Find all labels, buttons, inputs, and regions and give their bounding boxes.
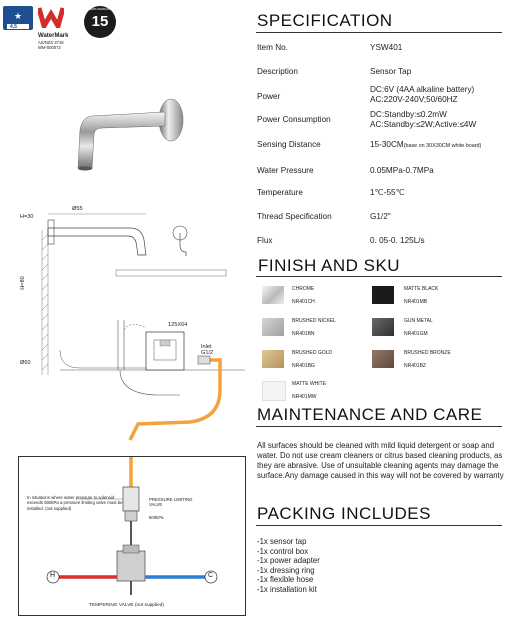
inlet-label: Inlet xyxy=(201,344,212,350)
finish-code-brushed-nickel: NR401BN xyxy=(292,331,315,337)
finish-name-matte-black: MATTE BLACK xyxy=(404,286,439,292)
finish-name-gun-metal: GUN METAL xyxy=(404,318,433,324)
tempering-label xyxy=(89,603,164,608)
packing-item: -1x sensor tap xyxy=(257,537,307,546)
warranty-ring-text: YEARS WARRANTY xyxy=(87,8,113,11)
spec-label-item: Item No. xyxy=(257,43,288,52)
swatch-brushed-gold xyxy=(262,350,284,368)
spec-value-power: DC:6V (4AA alkaline battery) xyxy=(370,85,475,94)
valve-rating: 500kPa xyxy=(149,515,164,520)
tempering-note: (not supplied) xyxy=(134,603,165,608)
packing-heading: PACKING INCLUDES xyxy=(257,504,431,523)
finish-name-matte-white: MATTE WHITE xyxy=(292,381,327,387)
spec-label-sensing: Sensing Distance xyxy=(257,140,321,149)
finish-code-brushed-bronze: NR401BZ xyxy=(404,363,426,369)
spec-value-power-ac: AC:220V-240V;50/60HZ xyxy=(370,95,458,104)
warranty-badge xyxy=(84,6,116,38)
spec-value-flux: 0. 05-0. 125L/s xyxy=(370,236,425,245)
spec-value-sensing xyxy=(370,140,481,151)
swatch-matte-white xyxy=(262,381,286,401)
svg-text:★: ★ xyxy=(13,11,23,21)
maintenance-rule xyxy=(256,426,502,427)
installation-diagram xyxy=(20,200,250,450)
maintenance-heading: MAINTENANCE AND CARE xyxy=(257,405,483,424)
hot-label: H xyxy=(50,572,56,579)
tempering-title: TEMPERING VALVE xyxy=(89,603,134,608)
spec-value-consumption: DC:Standby:≤0.2mW xyxy=(370,110,447,119)
finish-code-gun-metal: NR401GM xyxy=(404,331,428,337)
watermark-label: WaterMark xyxy=(38,33,69,39)
watermark-certification xyxy=(38,6,82,50)
watermark-standard: AS/NZS 3718 xyxy=(38,40,64,45)
warranty-number: 15 xyxy=(91,13,109,30)
spec-label-power: Power xyxy=(257,92,281,101)
spec-label-consumption: Power Consumption xyxy=(257,115,331,124)
finish-code-matte-white: NR401MW xyxy=(292,394,317,400)
installation-drawing xyxy=(20,200,250,450)
spec-label-temperature: Temperature xyxy=(257,188,303,197)
finish-code-matte-black: NR401MB xyxy=(404,299,428,305)
maintenance-text: All surfaces should be cleaned with mild liquid detergent or soap and water. Do not use cream cleaners or citrus based cleaning products, as they are abrasive. Use of unsuitable cleaning agents may damage the surface.Any damage caused in this way will not be covered by warranty xyxy=(257,441,504,480)
specification-rule xyxy=(256,32,502,33)
packing-item: -1x dressing ring xyxy=(257,565,315,575)
watermark-licence: WM-000072 xyxy=(38,45,61,50)
spec-value-temperature: 1℃-55℃ xyxy=(370,188,405,197)
spec-value-pressure: 0.05MPa-0.7MPa xyxy=(370,166,434,175)
dim-h: H=30 xyxy=(20,214,34,220)
spec-label-flux: Flux xyxy=(257,236,273,245)
finish-name-brushed-bronze: BRUSHED BRONZE xyxy=(404,350,451,356)
finish-name-brushed-nickel: BRUSHED NICKEL xyxy=(292,318,336,324)
finish-rule xyxy=(256,276,502,277)
finish-name-chrome: CHROME xyxy=(292,286,315,292)
valve-label: PRESSURE LIMITING VALVE xyxy=(149,497,193,508)
specification-heading: SPECIFICATION xyxy=(257,11,393,30)
box-label: 125X64 xyxy=(168,322,188,328)
packing-rule xyxy=(256,525,502,526)
finish-code-chrome: NR401CH xyxy=(292,299,315,305)
dim-top: Ø55 xyxy=(72,206,83,212)
dim-v: H=80 xyxy=(19,276,26,290)
spec-value-thread: G1/2" xyxy=(370,212,391,221)
swatch-brushed-nickel xyxy=(262,318,284,336)
valve-assembly-drawing xyxy=(19,457,245,615)
finish-heading: FINISH AND SKU xyxy=(258,256,401,275)
swatch-matte-black xyxy=(372,286,394,304)
packing-item: -1x flexible hose xyxy=(257,575,314,585)
spec-label-thread: Thread Specification xyxy=(257,212,332,221)
spec-label-description: Description xyxy=(257,67,298,76)
sensor-tap-image xyxy=(70,90,185,175)
cold-label: C xyxy=(208,572,214,579)
dim-left: Ø60 xyxy=(20,360,31,366)
spec-value-description: Sensor Tap xyxy=(370,67,412,76)
swatch-chrome xyxy=(262,286,284,304)
packing-item: -1x installation kit xyxy=(257,584,317,594)
packing-item: -1x control box xyxy=(257,546,309,556)
packing-item: -1x power adapter xyxy=(257,556,320,566)
sensing-range: 15-30CM xyxy=(370,140,404,149)
watermark-w-icon xyxy=(38,6,64,28)
swatch-gun-metal xyxy=(372,318,394,336)
inlet-thread: G1/2 xyxy=(201,350,214,356)
watermark-logo xyxy=(3,6,33,42)
pressure-valve-inset xyxy=(18,456,246,616)
rating-number: 4.5 xyxy=(10,24,17,30)
finish-code-brushed-gold: NR401BG xyxy=(292,363,315,369)
packing-list xyxy=(257,537,320,595)
spec-value-item: YSW401 xyxy=(370,43,403,52)
sensing-note: (base on 30X30CM white board) xyxy=(403,143,482,149)
spec-label-pressure: Water Pressure xyxy=(257,166,314,175)
finish-name-brushed-gold: BRUSHED GOLD xyxy=(292,350,333,356)
swatch-brushed-bronze xyxy=(372,350,394,368)
spec-value-consumption-ac: AC:Standby:≤2W;Active:≤4W xyxy=(370,120,477,129)
valve-note: In situations where water pressure to solenoid exceeds 500kPa a pressure limiting valve must be installed. (not supplied) xyxy=(27,495,123,511)
